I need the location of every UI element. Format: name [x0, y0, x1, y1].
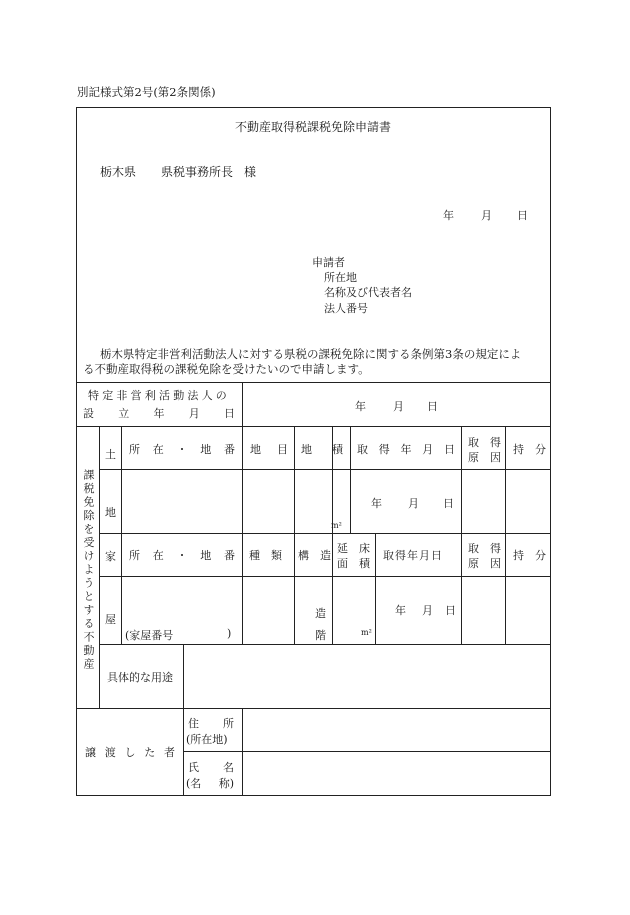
- house-label-bottom: 屋: [105, 613, 116, 626]
- land-area-unit: m²: [331, 521, 342, 530]
- transferor-address-label-char: 所: [223, 717, 234, 730]
- house-share-header: 持 分: [513, 549, 546, 562]
- applicant-name-label: 名称及び代表者名: [324, 286, 412, 299]
- land-category-header-char: 地: [250, 443, 261, 456]
- applicant-label: 申請者: [312, 256, 345, 269]
- npo-establishment-label-line1: 特定非営利活動法人の: [88, 389, 230, 402]
- house-location-header-char: 番: [224, 549, 235, 562]
- npo-establishment-label-char: 月: [188, 407, 200, 420]
- house-location-header-char: 所: [129, 549, 140, 562]
- land-acq-date-header-char: 取: [357, 443, 368, 456]
- npo-date-year: 年: [355, 400, 366, 413]
- application-date-day: 日: [517, 209, 528, 222]
- house-floor-area-unit: m²: [361, 628, 372, 637]
- form-caption: 別記様式第2号(第2条関係): [77, 85, 216, 99]
- house-number-close: ): [227, 627, 232, 640]
- npo-establishment-label-char: 設: [83, 407, 94, 420]
- land-share-header: 持 分: [513, 443, 546, 456]
- land-label-bottom: 地: [105, 506, 116, 519]
- form-title: 不動産取得税課税免除申請書: [235, 120, 392, 134]
- house-label-top: 家: [105, 550, 116, 563]
- land-acq-date-header-char: 月: [422, 443, 434, 456]
- land-location-header-char: 所: [129, 443, 140, 456]
- house-location-header-char: ・: [176, 549, 188, 562]
- transferor-name-label-char: 名: [223, 761, 234, 774]
- application-date-year: 年: [443, 209, 454, 222]
- house-floor-area-header-top: 延 床: [337, 542, 370, 555]
- transferor-label-char: た: [144, 746, 156, 759]
- transferor-name-sublabel-part: 称): [218, 777, 234, 790]
- land-acq-date-header-char: 日: [444, 443, 455, 456]
- npo-date-month: 月: [393, 400, 404, 413]
- land-location-header-char: 番: [224, 443, 235, 456]
- land-area-header-char: 積: [332, 443, 343, 456]
- land-location-header-char: 地: [200, 443, 212, 456]
- property-vertical-label: 課税免除を受けようとする不動産: [82, 468, 95, 672]
- house-acq-cause-header-bottom: 原 因: [468, 557, 501, 570]
- npo-establishment-label-char: 日: [224, 407, 235, 420]
- house-acq-date-year: 年: [395, 604, 406, 617]
- house-location-header-char: 地: [200, 549, 212, 562]
- application-date-month: 月: [481, 209, 492, 222]
- house-location-header-char: 在: [152, 549, 164, 562]
- npo-establishment-label-char: 年: [153, 407, 165, 420]
- land-acq-date-header-char: 年: [400, 443, 412, 456]
- land-location-header-char: ・: [176, 443, 188, 456]
- application-form: [76, 107, 551, 796]
- house-acq-date-header: 取得年月日: [383, 549, 443, 562]
- land-label-top: 土: [105, 448, 116, 461]
- npo-establishment-label-char: 立: [118, 407, 130, 420]
- transferor-label-char: 渡: [104, 746, 116, 759]
- transferor-address-sublabel: (所在地): [186, 733, 228, 746]
- transferor-label-char: し: [124, 746, 136, 759]
- statement-line-2: る不動産取得税の課税免除を受けたいので申請します。: [83, 362, 370, 376]
- house-acq-date-day: 日: [445, 604, 456, 617]
- statement-line-1: 栃木県特定非営利活動法人に対する県税の課税免除に関する条例第3条の規定によ: [100, 347, 522, 361]
- land-acq-date-day: 日: [443, 497, 454, 510]
- land-area-header-char: 地: [301, 443, 312, 456]
- house-number-open: (家屋番号: [125, 629, 174, 642]
- land-acq-cause-header-bottom: 原 因: [468, 451, 501, 464]
- land-location-header-char: 在: [152, 443, 164, 456]
- land-acq-cause-header-top: 取 得: [468, 436, 501, 449]
- transferor-address-label-char: 住: [188, 717, 199, 730]
- house-floor-area-header-bottom: 面 積: [337, 557, 370, 570]
- usage-label: 具体的な用途: [107, 671, 173, 684]
- transferor-name-label-char: 氏: [188, 761, 199, 774]
- house-kind-header: 種 類: [249, 549, 282, 562]
- transferor-label-char: 者: [164, 746, 175, 759]
- house-acq-cause-header-top: 取 得: [468, 542, 501, 555]
- land-acq-date-header-char: 得: [378, 443, 390, 456]
- transferor-name-sublabel-part: (名: [186, 777, 202, 790]
- npo-date-day: 日: [427, 400, 438, 413]
- transferor-label-char: 譲: [85, 746, 96, 759]
- house-floors-suffix: 階: [315, 629, 326, 642]
- applicant-address-label: 所在地: [324, 271, 357, 284]
- land-acq-date-year: 年: [371, 497, 382, 510]
- house-structure-header: 構 造: [298, 549, 331, 562]
- addressee-office: 県税事務所長: [161, 165, 234, 179]
- addressee-honorific: 様: [244, 165, 257, 179]
- land-category-header-char: 目: [277, 443, 288, 456]
- land-acq-date-month: 月: [408, 497, 419, 510]
- addressee-prefecture: 栃木県: [100, 165, 137, 179]
- house-structure-suffix: 造: [315, 607, 326, 620]
- applicant-corp-number-label: 法人番号: [324, 302, 368, 315]
- house-acq-date-month: 月: [422, 604, 433, 617]
